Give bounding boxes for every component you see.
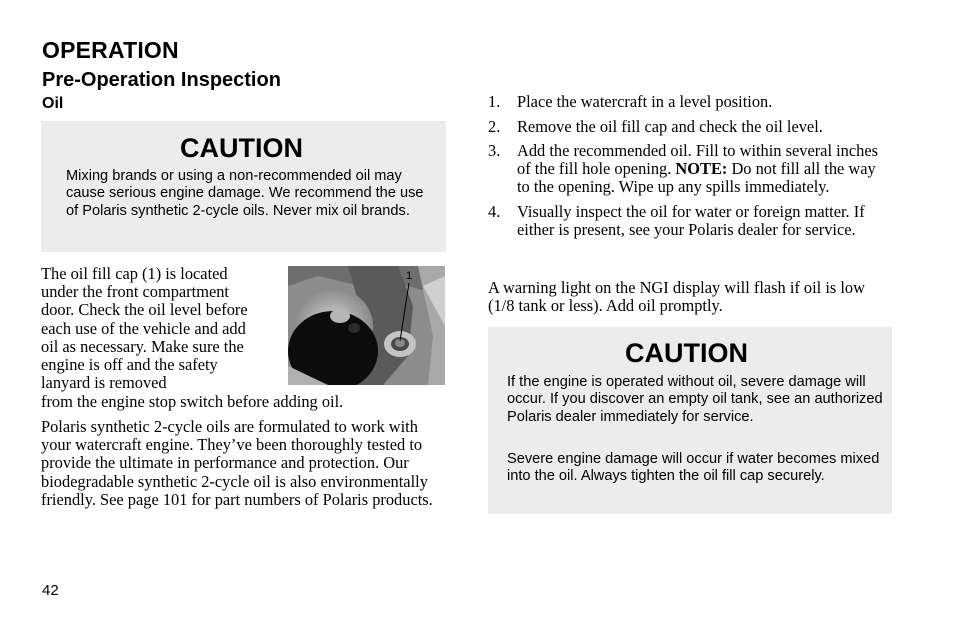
oil-check-steps (488, 93, 892, 246)
page-number: 42 (42, 582, 59, 599)
caution-text: Mixing brands or using a non-recommended oil may cause serious engine damage. We recommend the use of Polaris synthetic 2-cycle oils. Never mix oil brands. (66, 168, 424, 219)
caution-heading: CAUTION (625, 338, 748, 368)
note-label: NOTE: (675, 159, 728, 179)
topic-title: Oil (42, 95, 64, 112)
caution-text: Severe engine damage will occur if water becomes mixed into the oil. Always tighten the oil fill cap securely. (507, 451, 880, 485)
step-item (488, 118, 892, 136)
oil-cap-paragraph: The oil fill cap (1) is located under the front compartment door. Check the oil level before each use of the vehicle and add oil as necessary. Make sure the engine is off and the safety lanyard is removed (41, 264, 248, 393)
caution-box-left (41, 121, 446, 252)
caution-heading: CAUTION (180, 133, 303, 163)
section-title: OPERATION (42, 37, 179, 63)
step-text: Place the watercraft in a level position. (517, 92, 773, 111)
oil-fill-cap-photo (288, 266, 445, 385)
step-text-before-note: Add the recommended oil. Fill to within several inches of the fill hole opening. (517, 141, 878, 179)
step-item (488, 93, 892, 111)
step-text-after-note: Do not fill all the way to the opening. Wipe up any spills immediately. (517, 159, 876, 197)
step-text (517, 141, 878, 196)
oil-cap-paragraph-continuation: from the engine stop switch before adding oil. (41, 392, 344, 411)
step-number: 4. (488, 201, 501, 221)
caution-box-right (488, 327, 892, 514)
step-text: Remove the oil fill cap and check the oil level. (517, 116, 823, 136)
warning-light-paragraph: A warning light on the NGI display will flash if oil is low (1/8 tank or less). Add oil promptly. (488, 278, 865, 316)
step-number: 2. (488, 116, 501, 136)
caution-text: If the engine is operated without oil, severe damage will occur. If you discover an empty oil tank, see an authorized Polaris dealer immediately for service. (507, 374, 883, 425)
step-item (488, 142, 892, 197)
synthetic-oil-paragraph: Polaris synthetic 2-cycle oils are formulated to work with your watercraft engine. They’ve been thoroughly tested to provide the ultimate in performance and protection. Our biodegradable synthetic 2-cycle oil is also environmentally friendly. See page 101 for part numbers of Polaris products. (41, 417, 433, 509)
photo-callout-number: 1 (406, 270, 413, 282)
step-number: 3. (488, 141, 501, 160)
step-item (488, 203, 892, 239)
step-number: 1. (488, 92, 501, 111)
subsection-title: Pre-Operation Inspection (42, 69, 281, 91)
step-text: Visually inspect the oil for water or foreign matter. If either is present, see your Polaris dealer for service. (517, 201, 865, 240)
